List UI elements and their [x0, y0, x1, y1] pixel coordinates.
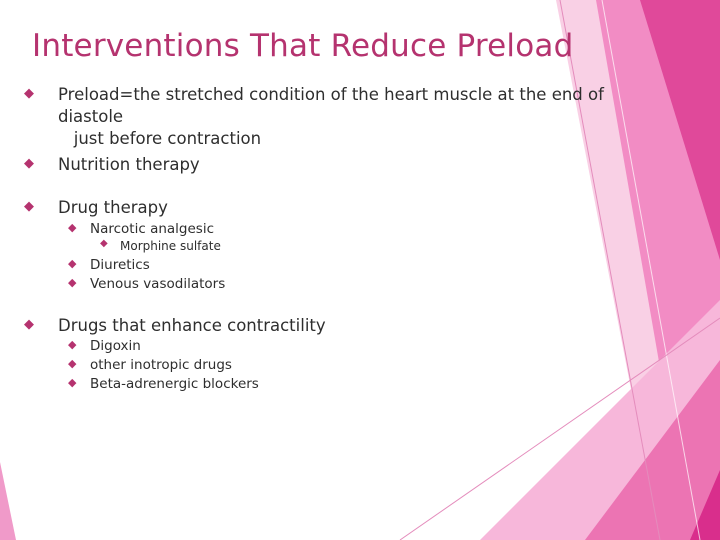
- bullet-nutrition-therapy: [24, 154, 200, 176]
- bullet-text: Nutrition therapy: [58, 155, 200, 174]
- sub-bullet-venous-vasodilators: [68, 275, 226, 293]
- diamond-bullet-icon: ◆: [100, 238, 108, 249]
- bullet-preload-definition: [24, 84, 604, 150]
- bullet-text: Beta-adrenergic blockers: [90, 376, 259, 392]
- diamond-bullet-icon: ◆: [68, 357, 77, 370]
- bullet-text-line-2: diastole: [58, 107, 124, 126]
- left-pink-strip: [0, 462, 16, 540]
- diamond-bullet-icon: ◆: [68, 338, 77, 351]
- diamond-bullet-icon: ◆: [68, 276, 77, 289]
- diamond-bullet-icon: ◆: [68, 221, 77, 234]
- bullet-text: Drugs that enhance contractility: [58, 316, 326, 335]
- bullet-text: Narcotic analgesic: [90, 221, 214, 237]
- bullet-text: Digoxin: [90, 338, 141, 354]
- bullet-text: Drug therapy: [58, 198, 168, 217]
- sub-bullet-diuretics: [68, 256, 150, 274]
- bullet-text-line-1: Preload=the stretched condition of the heart muscle at the end of: [58, 85, 604, 104]
- diamond-bullet-icon: ◆: [24, 156, 34, 171]
- bullet-text: Morphine sulfate: [120, 239, 221, 253]
- bullet-text: other inotropic drugs: [90, 357, 232, 373]
- bullet-text: Venous vasodilators: [90, 276, 226, 292]
- sub-bullet-beta-adrenergic-blockers: [68, 375, 259, 393]
- diamond-bullet-icon: ◆: [24, 86, 34, 101]
- diamond-bullet-icon: ◆: [24, 199, 34, 214]
- sub-bullet-other-inotropic-drugs: [68, 356, 232, 374]
- bullet-text-line-3: just before contraction: [58, 129, 262, 148]
- diamond-bullet-icon: ◆: [24, 317, 34, 332]
- bullet-text: Diuretics: [90, 257, 150, 273]
- diamond-bullet-icon: ◆: [68, 376, 77, 389]
- bullet-drug-therapy: [24, 197, 168, 219]
- slide-title: Interventions That Reduce Preload: [32, 28, 574, 64]
- diamond-bullet-icon: ◆: [68, 257, 77, 270]
- bullet-drugs-enhance-contractility: [24, 315, 326, 337]
- sub-bullet-narcotic-analgesic: [68, 220, 214, 238]
- sub-bullet-digoxin: [68, 337, 141, 355]
- sub-sub-bullet-morphine-sulfate: [100, 238, 221, 254]
